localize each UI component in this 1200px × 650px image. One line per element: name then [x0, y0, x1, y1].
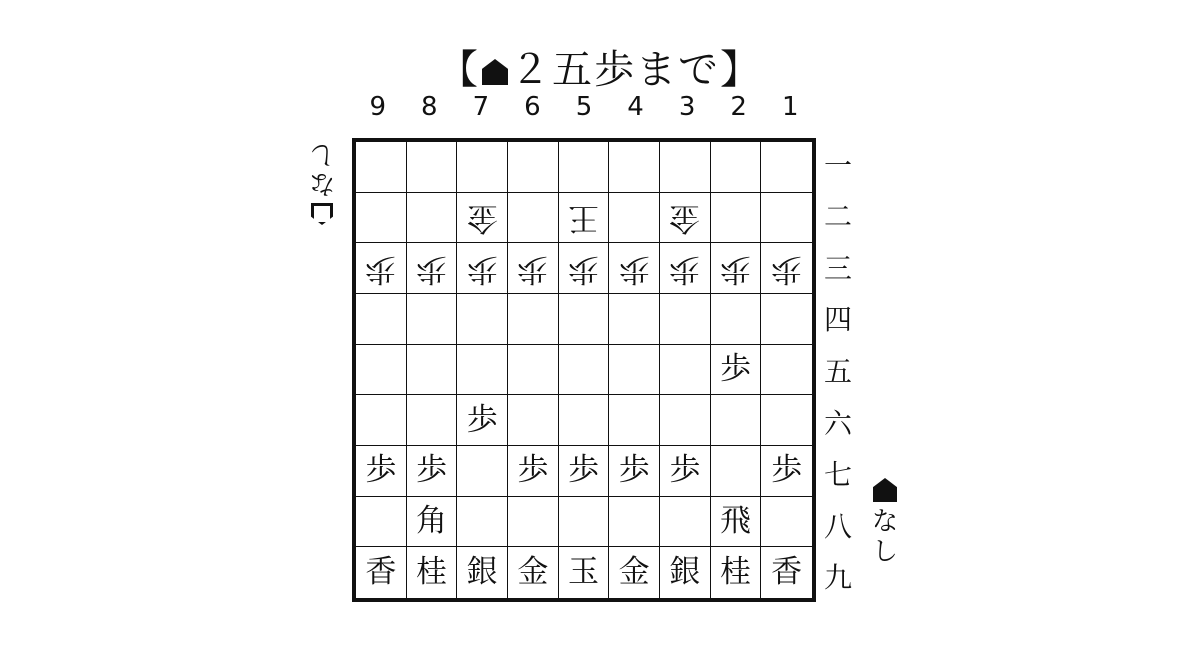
- board-square[interactable]: [711, 294, 762, 345]
- file-number: 8: [421, 92, 438, 122]
- piece[interactable]: 歩: [719, 250, 751, 287]
- board-square[interactable]: [356, 294, 407, 345]
- piece[interactable]: 金: [466, 199, 498, 236]
- board-square[interactable]: [508, 294, 559, 345]
- board-square[interactable]: [660, 243, 711, 294]
- file-number: 5: [575, 92, 593, 122]
- piece[interactable]: 香: [771, 554, 803, 591]
- piece[interactable]: 王: [567, 199, 599, 236]
- piece[interactable]: 金: [618, 554, 650, 591]
- board-square[interactable]: [761, 547, 812, 598]
- rank-number: 七: [823, 458, 852, 492]
- board-square[interactable]: [711, 193, 762, 244]
- piece[interactable]: 銀: [466, 554, 498, 591]
- board-square[interactable]: [356, 446, 407, 497]
- board-square[interactable]: [407, 345, 458, 396]
- piece[interactable]: 桂: [719, 554, 751, 591]
- board-square[interactable]: [660, 497, 711, 548]
- piece[interactable]: 歩: [415, 250, 447, 287]
- board-square[interactable]: [761, 395, 812, 446]
- board-square[interactable]: [711, 446, 762, 497]
- board-square[interactable]: [761, 294, 812, 345]
- board-square[interactable]: [407, 142, 458, 193]
- piece[interactable]: 金: [669, 199, 701, 236]
- board-square[interactable]: [508, 243, 559, 294]
- file-number: 4: [627, 92, 644, 122]
- piece[interactable]: 歩: [466, 250, 498, 287]
- board-square[interactable]: [660, 446, 711, 497]
- board-square[interactable]: [660, 193, 711, 244]
- title-close-bracket: 】: [720, 47, 762, 93]
- title-move-text: ２五歩まで: [510, 47, 720, 93]
- sente-pentagon-icon: [873, 478, 897, 502]
- file-number: 7: [472, 92, 490, 122]
- board-square[interactable]: [508, 395, 559, 446]
- board-square[interactable]: [761, 345, 812, 396]
- piece[interactable]: 歩: [771, 452, 803, 489]
- rank-number: 八: [823, 509, 852, 543]
- file-number: 6: [524, 92, 541, 122]
- board-square[interactable]: [407, 547, 458, 598]
- board-square[interactable]: [559, 294, 610, 345]
- sente-pentagon-icon: [482, 59, 508, 85]
- board-square[interactable]: [660, 547, 711, 598]
- rank-number: 一: [823, 148, 852, 182]
- board-square[interactable]: [356, 497, 407, 548]
- piece[interactable]: 歩: [365, 452, 397, 489]
- board-square[interactable]: [508, 345, 559, 396]
- board-square[interactable]: [609, 345, 660, 396]
- board-square[interactable]: [457, 193, 508, 244]
- board-square[interactable]: [508, 142, 559, 193]
- sente-hand-text: なし: [871, 507, 898, 567]
- board-square[interactable]: [559, 497, 610, 548]
- board-square[interactable]: [711, 395, 762, 446]
- piece[interactable]: 飛: [719, 502, 751, 539]
- rank-number: 四: [823, 303, 852, 337]
- piece[interactable]: 金: [517, 554, 549, 591]
- piece[interactable]: 歩: [517, 452, 549, 489]
- board-square[interactable]: [356, 547, 407, 598]
- board-square[interactable]: [609, 294, 660, 345]
- file-numbers: [352, 92, 816, 124]
- piece[interactable]: 歩: [669, 452, 701, 489]
- board-square[interactable]: [609, 243, 660, 294]
- board-square[interactable]: [761, 243, 812, 294]
- piece[interactable]: 香: [365, 554, 397, 591]
- gote-hand: [300, 140, 344, 225]
- piece[interactable]: 玉: [567, 554, 599, 591]
- board-square[interactable]: [711, 243, 762, 294]
- board-square[interactable]: [559, 193, 610, 244]
- board-grid: [352, 138, 816, 602]
- board-square[interactable]: [508, 193, 559, 244]
- board-square[interactable]: [711, 345, 762, 396]
- board-square[interactable]: [609, 497, 660, 548]
- sente-hand: [862, 478, 908, 568]
- board-square[interactable]: [761, 446, 812, 497]
- board-square[interactable]: [356, 193, 407, 244]
- rank-number: 九: [823, 561, 852, 595]
- piece[interactable]: 歩: [618, 452, 650, 489]
- board-square[interactable]: [356, 345, 407, 396]
- title-open-bracket: 【: [438, 47, 480, 93]
- board-square[interactable]: [457, 243, 508, 294]
- piece[interactable]: 歩: [517, 250, 549, 287]
- board-square[interactable]: [356, 243, 407, 294]
- piece[interactable]: 歩: [567, 452, 599, 489]
- board-square[interactable]: [609, 395, 660, 446]
- rank-number: 三: [823, 251, 852, 285]
- board-square[interactable]: [559, 547, 610, 598]
- board-square[interactable]: [559, 142, 610, 193]
- board-square[interactable]: [407, 395, 458, 446]
- piece[interactable]: 歩: [415, 452, 447, 489]
- board-square[interactable]: [761, 497, 812, 548]
- piece[interactable]: 歩: [618, 250, 650, 287]
- piece[interactable]: 歩: [466, 401, 498, 438]
- board-square[interactable]: [407, 294, 458, 345]
- shogi-board: [352, 138, 816, 602]
- rank-number: 五: [823, 354, 852, 388]
- file-number: 1: [781, 92, 799, 122]
- board-square[interactable]: [356, 395, 407, 446]
- file-number: 2: [730, 92, 747, 122]
- board-square[interactable]: [457, 547, 508, 598]
- piece[interactable]: 歩: [719, 350, 751, 387]
- board-square[interactable]: [660, 142, 711, 193]
- piece[interactable]: 歩: [365, 250, 397, 287]
- board-square[interactable]: [407, 193, 458, 244]
- board-square[interactable]: [407, 243, 458, 294]
- board-square[interactable]: [559, 243, 610, 294]
- rank-number: 六: [823, 406, 852, 440]
- piece[interactable]: 角: [415, 502, 447, 539]
- board-square[interactable]: [559, 446, 610, 497]
- piece[interactable]: 歩: [771, 250, 803, 287]
- board-square[interactable]: [457, 446, 508, 497]
- piece[interactable]: 歩: [669, 250, 701, 287]
- board-square[interactable]: [711, 142, 762, 193]
- board-square[interactable]: [407, 497, 458, 548]
- board-square[interactable]: [559, 345, 610, 396]
- board-square[interactable]: [711, 547, 762, 598]
- board-square[interactable]: [660, 345, 711, 396]
- diagram-title: [0, 38, 1200, 95]
- board-square[interactable]: [761, 142, 812, 193]
- board-square[interactable]: [609, 142, 660, 193]
- gote-pentagon-icon: [311, 203, 333, 225]
- board-square[interactable]: [609, 446, 660, 497]
- board-square[interactable]: [457, 294, 508, 345]
- board-square[interactable]: [508, 547, 559, 598]
- board-square[interactable]: [457, 395, 508, 446]
- piece[interactable]: 歩: [567, 250, 599, 287]
- board-square[interactable]: [761, 193, 812, 244]
- board-square[interactable]: [407, 446, 458, 497]
- board-square[interactable]: [457, 497, 508, 548]
- board-square[interactable]: [356, 142, 407, 193]
- board-square[interactable]: [609, 193, 660, 244]
- file-number: 9: [369, 92, 387, 122]
- board-square[interactable]: [508, 497, 559, 548]
- board-square[interactable]: [457, 142, 508, 193]
- rank-number: 二: [823, 200, 852, 234]
- board-square[interactable]: [660, 395, 711, 446]
- board-square[interactable]: [660, 294, 711, 345]
- piece[interactable]: 銀: [669, 554, 701, 591]
- piece[interactable]: 桂: [415, 554, 447, 591]
- board-square[interactable]: [508, 446, 559, 497]
- rank-numbers: [820, 138, 856, 602]
- file-number: 3: [678, 92, 696, 122]
- board-square[interactable]: [609, 547, 660, 598]
- board-square[interactable]: [559, 395, 610, 446]
- board-square[interactable]: [457, 345, 508, 396]
- gote-hand-text: なし: [309, 139, 336, 199]
- board-square[interactable]: [711, 497, 762, 548]
